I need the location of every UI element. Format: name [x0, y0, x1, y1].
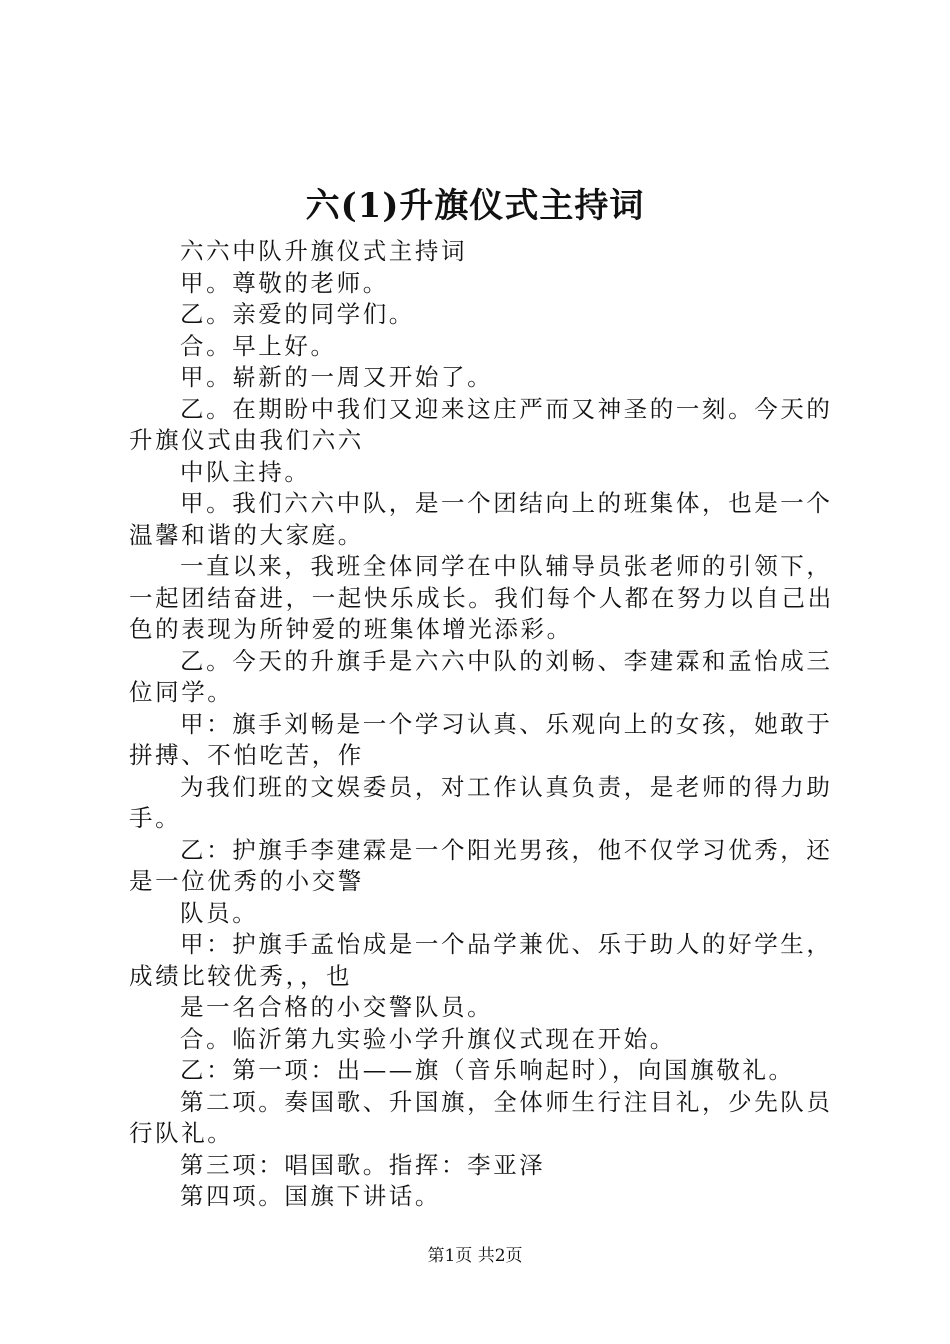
paragraph: 甲：护旗手孟怡成是一个品学兼优、乐于助人的好学生，成绩比较优秀，，也	[129, 930, 833, 990]
paragraph: 中队主持。	[180, 457, 311, 486]
page-number-footer: 第1页 共2页	[427, 1246, 523, 1266]
paragraph: 是一名合格的小交警队员。	[180, 993, 494, 1021]
paragraph: 第三项：唱国歌。指挥：李亚泽	[180, 1150, 546, 1179]
paragraph: 甲。尊敬的老师。	[180, 268, 389, 297]
paragraph: 甲。崭新的一周又开始了。	[180, 363, 494, 391]
paragraph: 乙：第一项：出——旗（音乐响起时），向国旗敬礼。	[180, 1056, 795, 1084]
document-title: 六(1)升旗仪式主持词	[305, 186, 645, 226]
paragraph: 合。早上好。	[180, 331, 337, 360]
paragraph: 为我们班的文娱委员，对工作认真负责，是老师的得力助手。	[129, 772, 833, 832]
paragraph: 甲。我们六六中队，是一个团结向上的班集体，也是一个温馨和谐的大家庭。	[129, 489, 833, 549]
paragraph: 乙。亲爱的同学们。	[180, 300, 415, 328]
paragraph: 第四项。国旗下讲话。	[180, 1182, 441, 1210]
paragraph: 乙。在期盼中我们又迎来这庄严而又神圣的一刻。今天的升旗仪式由我们六六	[129, 394, 833, 454]
paragraph: 第二项。奏国歌、升国旗，全体师生行注目礼，少先队员行队礼。	[129, 1087, 833, 1147]
document-body	[129, 236, 834, 1213]
paragraph: 合。临沂第九实验小学升旗仪式现在开始。	[180, 1024, 676, 1053]
paragraph: 乙。今天的升旗手是六六中队的刘畅、李建霖和孟怡成三位同学。	[129, 646, 833, 706]
paragraph: 六六中队升旗仪式主持词	[180, 237, 468, 265]
paragraph: 队员。	[180, 898, 259, 927]
paragraph: 甲：旗手刘畅是一个学习认真、乐观向上的女孩，她敢于拼搏、不怕吃苦，作	[129, 709, 833, 769]
paragraph: 一直以来，我班全体同学在中队辅导员张老师的引领下，一起团结奋进，一起快乐成长。我们每个人都在努力以自己出色的表现为所钟爱的班集体增光添彩。	[129, 552, 834, 643]
paragraph: 乙：护旗手李建霖是一个阳光男孩，他不仅学习优秀，还是一位优秀的小交警	[129, 835, 833, 895]
